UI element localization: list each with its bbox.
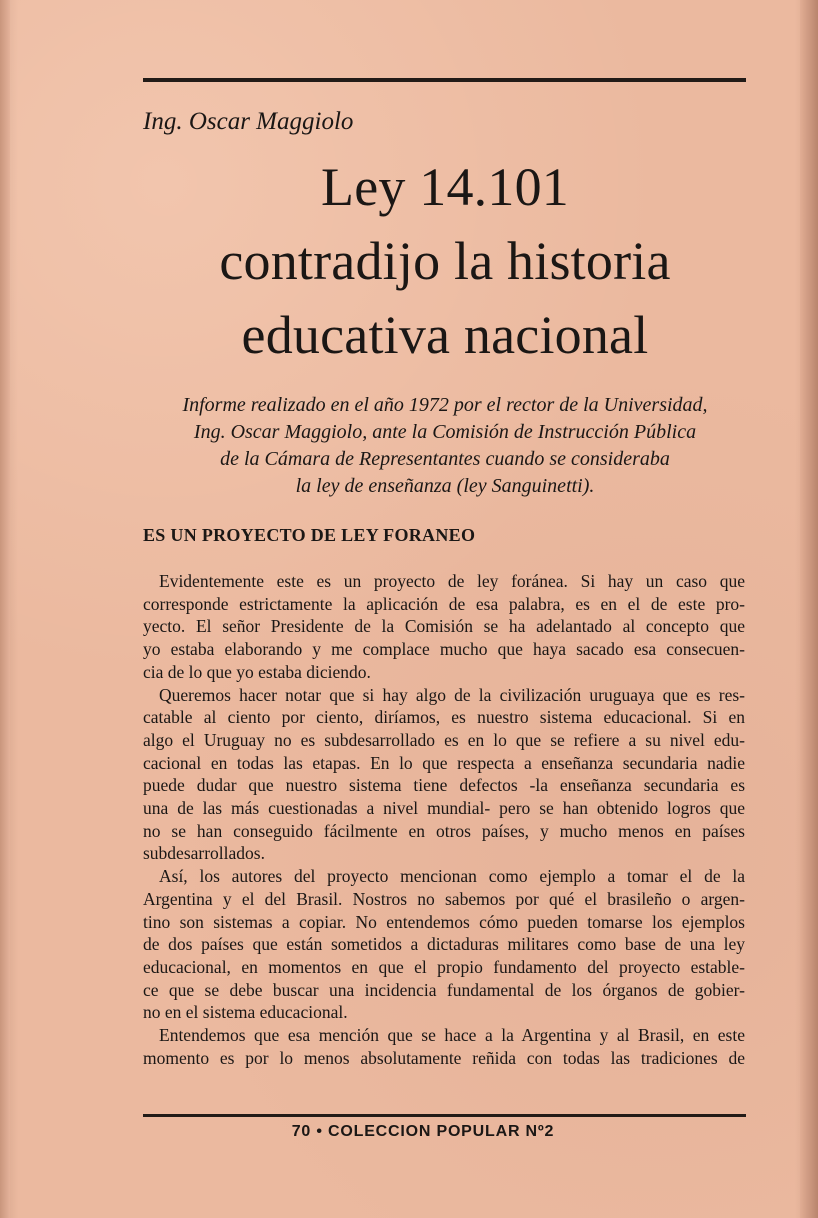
footer-text: 70 • COLECCION POPULAR Nº2 [291, 1123, 555, 1140]
page-right-edge [800, 0, 818, 1218]
body-text [143, 570, 745, 1069]
page-footer [0, 1123, 818, 1141]
text-line: cacional en todas las etapas. En lo que respecta a enseñanza secundaria nadie [143, 752, 745, 773]
title-line: contradijo la historia [219, 231, 671, 291]
subtitle-line: Ing. Oscar Maggiolo, ante la Comisión de Instrucción Pública [193, 421, 697, 443]
text-line: yecto. El señor Presidente de la Comisión se ha adelantado al concepto que [143, 616, 745, 637]
section-heading: ES UN PROYECTO DE LEY FORANEO [143, 525, 476, 545]
top-rule [143, 78, 746, 82]
text-line: Queremos hacer notar que si hay algo de la civilización uruguaya que es res- [159, 684, 745, 705]
text-line: momento es por lo menos absolutamente reñida con todas las tradiciones de [143, 1047, 745, 1068]
text-line: subdesarrollados. [143, 843, 265, 864]
title-line: educativa nacional [241, 305, 649, 365]
text-line: una de las más cuestionadas a nivel mundial- pero se han obtenido logros que [143, 798, 745, 819]
paragraph [143, 570, 745, 684]
subtitle-line: de la Cámara de Representantes cuando se consideraba [220, 448, 670, 470]
text-line: no en el sistema educacional. [143, 1002, 348, 1023]
text-line: cia de lo que yo estaba diciendo. [143, 661, 371, 682]
text-line: Evidentemente este es un proyecto de ley foránea. Si hay un caso que [159, 571, 745, 591]
text-line: no se han conseguido fácilmente en otros países, y mucho menos en países [143, 820, 745, 841]
text-line: Argentina y el del Brasil. Nostros no sabemos por qué el brasileño o argen- [143, 888, 745, 909]
text-line: ce que se debe buscar una incidencia fundamental de los órganos de gobier- [143, 979, 745, 1000]
title-line: Ley 14.101 [321, 157, 569, 217]
text-line: de dos países que están sometidos a dictaduras militares como base de una ley [143, 934, 745, 955]
paragraph [143, 1024, 745, 1069]
text-line: yo estaba elaborando y me complace mucho que haya sacado esa consecuen- [143, 639, 745, 660]
paragraph [143, 684, 745, 866]
text-line: puede dudar que nuestro sistema tiene defectos -la enseñanza secundaria es [143, 775, 745, 796]
subtitle-line: Informe realizado en el año 1972 por el rector de la Universidad, [182, 394, 708, 416]
page-left-edge [0, 0, 10, 1218]
article-subtitle [140, 392, 750, 500]
text-line: Entendemos que esa mención que se hace a la Argentina y al Brasil, en este [159, 1025, 745, 1046]
text-line: corresponde estrictamente la aplicación de esa palabra, es en el de este pro- [143, 593, 745, 614]
text-line: algo el Uruguay no es subdesarrollado es en lo que se refiere a su nivel edu- [143, 729, 745, 750]
subtitle-line: la ley de enseñanza (ley Sanguinetti). [295, 475, 595, 497]
text-line: catable al ciento por ciento, diríamos, es nuestro sistema educacional. Si en [143, 707, 745, 728]
text-line: tino son sistemas a copiar. No entendemos cómo pueden tomarse los ejemplos [143, 911, 745, 932]
bottom-rule [143, 1114, 746, 1117]
author-name: Ing. Oscar Maggiolo [143, 108, 354, 135]
text-line: educacional, en momentos en que el propio fundamento del proyecto estable- [143, 956, 745, 977]
paragraph [143, 865, 745, 1024]
text-line: Así, los autores del proyecto mencionan como ejemplo a tomar el de la [159, 866, 745, 887]
article-title [120, 150, 770, 372]
